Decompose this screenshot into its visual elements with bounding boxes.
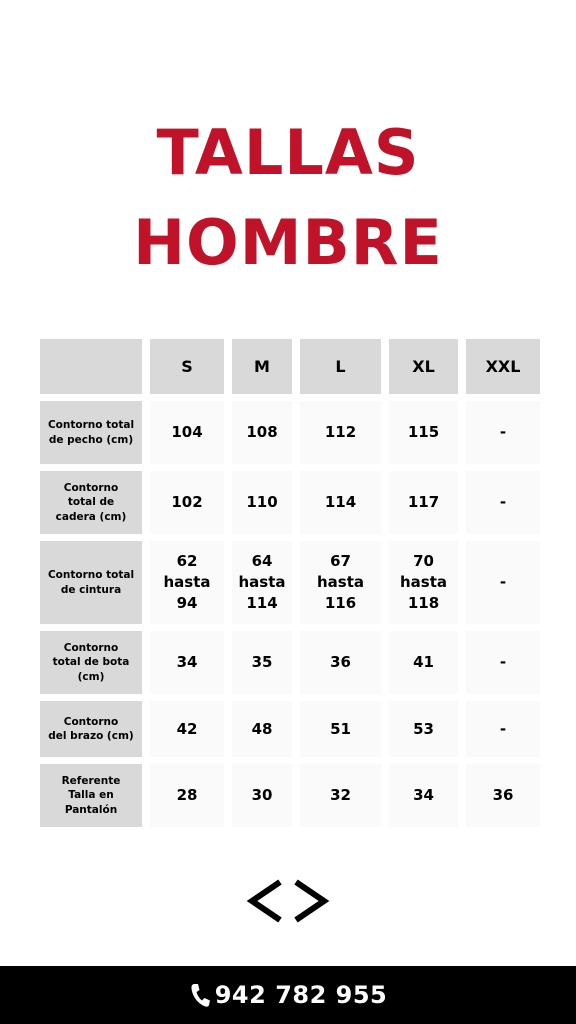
phone-icon[interactable] bbox=[189, 982, 211, 1008]
table-cell: - bbox=[466, 401, 540, 464]
table-cell: 114 bbox=[300, 471, 381, 534]
table-cell: - bbox=[466, 541, 540, 624]
table-cell: 42 bbox=[150, 701, 224, 757]
navigation-arrows bbox=[246, 876, 330, 926]
table-cell: 35 bbox=[232, 631, 292, 694]
table-cell: - bbox=[466, 701, 540, 757]
table-cell: - bbox=[466, 631, 540, 694]
table-cell: 110 bbox=[232, 471, 292, 534]
page-title-line-2: HOMBRE bbox=[133, 206, 443, 279]
table-cell: - bbox=[466, 471, 540, 534]
table-cell: 30 bbox=[232, 764, 292, 827]
table-cell: 62 hasta 94 bbox=[150, 541, 224, 624]
table-cell: 67 hasta 116 bbox=[300, 541, 381, 624]
table-cell: 36 bbox=[300, 631, 381, 694]
row-label: Contorno total de bota (cm) bbox=[40, 631, 142, 694]
page-title-line-1: TALLAS bbox=[156, 116, 420, 189]
table-cell: 32 bbox=[300, 764, 381, 827]
row-label: Contorno total de cintura bbox=[40, 541, 142, 624]
table-cell: 70 hasta 118 bbox=[389, 541, 458, 624]
phone-number[interactable]: 942 782 955 bbox=[214, 981, 388, 1009]
table-cell: 104 bbox=[150, 401, 224, 464]
footer-bar bbox=[0, 966, 576, 1024]
table-cell: 36 bbox=[466, 764, 540, 827]
header-cell-l: L bbox=[300, 339, 381, 394]
row-label: Referente Talla en Pantalón bbox=[40, 764, 142, 827]
header-cell-s: S bbox=[150, 339, 224, 394]
table-cell: 115 bbox=[389, 401, 458, 464]
row-label: Contorno total de cadera (cm) bbox=[40, 471, 142, 534]
header-cell-m: M bbox=[232, 339, 292, 394]
table-cell: 108 bbox=[232, 401, 292, 464]
table-cell: 34 bbox=[150, 631, 224, 694]
table-cell: 112 bbox=[300, 401, 381, 464]
table-cell: 48 bbox=[232, 701, 292, 757]
table-cell: 34 bbox=[389, 764, 458, 827]
table-cell: 28 bbox=[150, 764, 224, 827]
table-cell: 102 bbox=[150, 471, 224, 534]
table-cell: 117 bbox=[389, 471, 458, 534]
row-label: Contorno del brazo (cm) bbox=[40, 701, 142, 757]
header-cell-xxl: XXL bbox=[466, 339, 540, 394]
chevron-right-icon[interactable] bbox=[290, 876, 330, 926]
chevron-left-icon[interactable] bbox=[246, 876, 286, 926]
table-cell: 64 hasta 114 bbox=[232, 541, 292, 624]
row-label: Contorno total de pecho (cm) bbox=[40, 401, 142, 464]
header-corner-cell bbox=[40, 339, 142, 394]
table-cell: 51 bbox=[300, 701, 381, 757]
table-cell: 41 bbox=[389, 631, 458, 694]
header-cell-xl: XL bbox=[389, 339, 458, 394]
table-cell: 53 bbox=[389, 701, 458, 757]
